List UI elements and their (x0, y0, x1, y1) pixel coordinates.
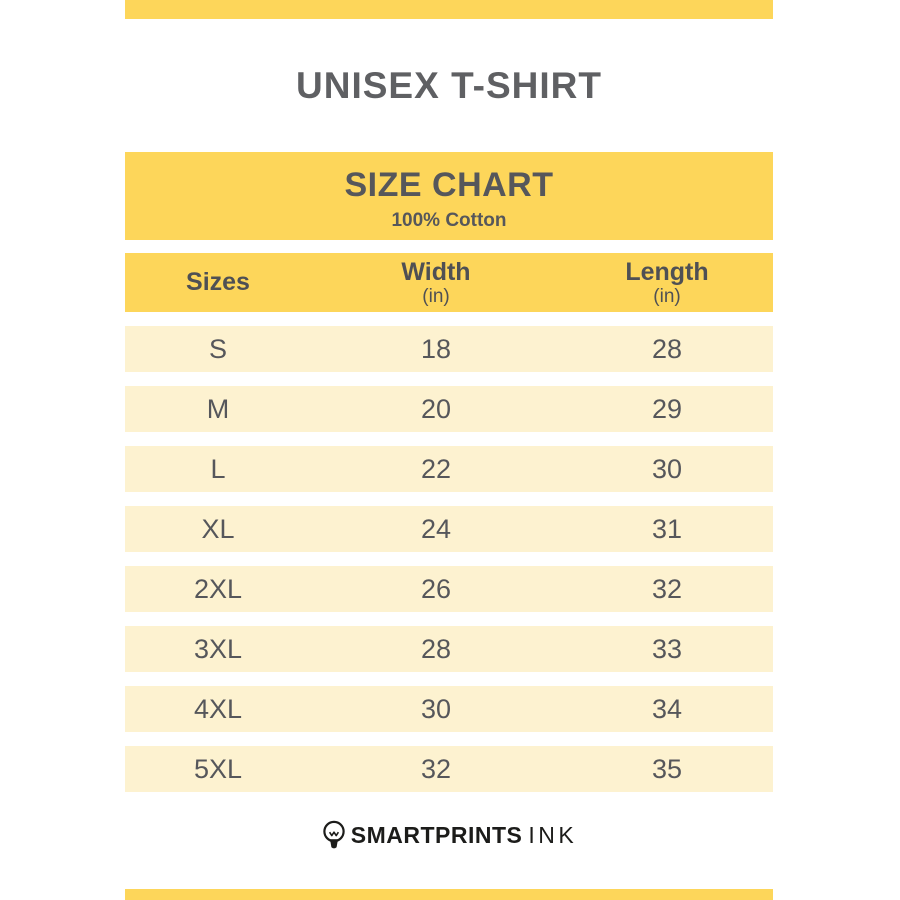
brand-name-secondary: INK (528, 821, 578, 848)
width-cell: 24 (420, 513, 452, 544)
table-row (125, 326, 773, 372)
size-cell: L (210, 453, 226, 484)
width-cell: 18 (420, 333, 452, 364)
lightbulb-icon (321, 820, 347, 850)
length-cell: 29 (651, 393, 683, 424)
column-unit: (in) (653, 285, 681, 307)
size-chart-banner (125, 152, 773, 240)
width-cell: 20 (420, 393, 452, 424)
width-cell: 32 (420, 753, 452, 784)
size-cell: 5XL (193, 753, 243, 784)
column-label: Length (625, 257, 709, 286)
table-row (125, 626, 773, 672)
bottom-accent-bar (125, 889, 773, 900)
size-chart-table (125, 326, 773, 806)
table-row (125, 686, 773, 732)
size-chart-heading: SIZE CHART (344, 166, 554, 204)
width-cell: 22 (420, 453, 452, 484)
table-row (125, 446, 773, 492)
length-cell: 28 (651, 333, 683, 364)
column-header-width (311, 253, 561, 312)
brand-name-primary: SMARTPRINTS (350, 821, 523, 848)
top-accent-bar (125, 0, 773, 19)
column-unit: (in) (422, 285, 450, 307)
size-cell: M (206, 393, 230, 424)
width-cell: 30 (420, 693, 452, 724)
width-cell: 28 (420, 633, 452, 664)
length-cell: 32 (651, 573, 683, 604)
size-cell: S (208, 333, 227, 364)
fabric-subheading: 100% Cotton (391, 210, 507, 231)
length-cell: 34 (651, 693, 683, 724)
table-row (125, 506, 773, 552)
page-title: UNISEX T-SHIRT (296, 65, 602, 106)
size-cell: 2XL (193, 573, 243, 604)
length-cell: 33 (651, 633, 683, 664)
size-cell: XL (201, 513, 235, 544)
column-header-length (561, 253, 773, 312)
table-row (125, 386, 773, 432)
size-cell: 4XL (193, 693, 243, 724)
size-cell: 3XL (193, 633, 243, 664)
brand-logo (125, 819, 773, 851)
length-cell: 31 (651, 513, 683, 544)
column-label: Sizes (186, 268, 250, 296)
column-header-sizes (125, 253, 311, 312)
table-row (125, 746, 773, 792)
length-cell: 30 (651, 453, 683, 484)
table-row (125, 566, 773, 612)
table-header-row (125, 253, 773, 312)
length-cell: 35 (651, 753, 683, 784)
column-label: Width (401, 257, 471, 286)
width-cell: 26 (420, 573, 452, 604)
